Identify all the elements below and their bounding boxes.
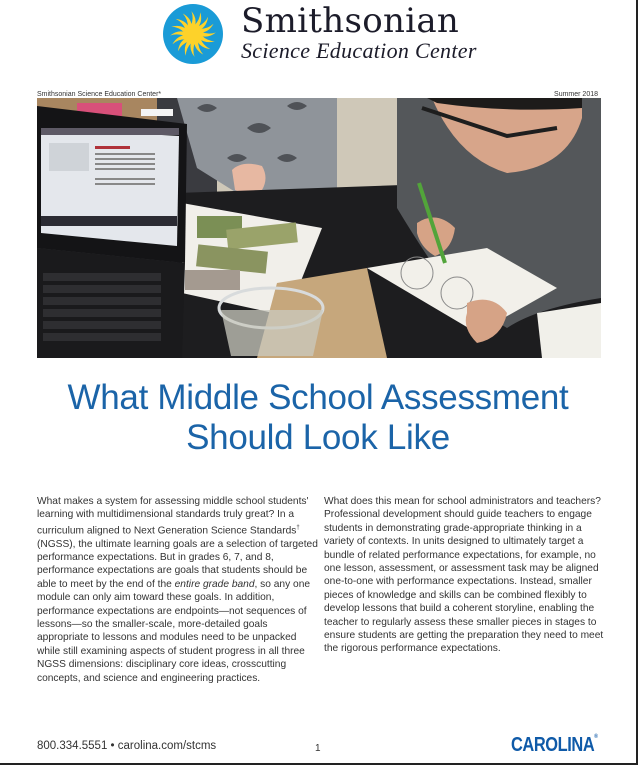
emphasis-text: entire grade band <box>174 578 255 590</box>
paragraph-text: What makes a system for assessing middle school students' learning with multidimensional standards truly great? In a curriculum aligned to Next Generation Science Standards <box>37 496 309 537</box>
paragraph-text: , so any one module can only aim toward these goals. In addition, performance expectations are endpoints—not sequences of lessons—so the smaller-scale, more-detailed goals appropriate to lessons and modules need to be unpacked while still examining aspects of student progress in all three NGSS dimensions: disciplinary core ideas, crosscutting concepts, and science and engineering practices. <box>37 578 311 684</box>
running-head-right: Summer 2018 <box>554 91 598 98</box>
registered-mark: ® <box>594 734 598 740</box>
brand-name: Smithsonian <box>241 1 460 41</box>
brand-text <box>241 1 477 64</box>
smithsonian-logo <box>163 0 477 68</box>
running-head-left: Smithsonian Science Education Center* <box>37 91 162 98</box>
brand-subtitle: Science Education Center <box>241 38 477 63</box>
headline-line-2: Should Look Like <box>186 418 450 457</box>
paragraph-text: (NGSS), the ultimate learning goals are a selection of targeted performance expectations. But in grades 6, 7, and 8, performance expectations are goals that students should be able to meet by the end of the <box>37 538 318 590</box>
dagger-footnote-mark: † <box>296 524 300 531</box>
carolina-logo <box>511 734 597 757</box>
page-number: 1 <box>315 743 321 754</box>
classroom-photo <box>37 98 601 358</box>
paragraph-right: What does this mean for school administrators and teachers? Professional development should guide teachers to engage students in demonstrating grade-appropriate thinking in a variety of contexts. In units designed to ultimately target a bundle of related performance expectations, for example, no one lesson, assessment, or assessment task may be aligned one-to-one with performance expectations. Instead, smaller pieces of knowledge and skills can be combined flexibly to develop lessons that build a coherent storyline, enabling the teacher to regularly assess these smaller pieces in stages to ensure students are getting the preparation they need to meet the rigorous performance expectations. <box>324 496 604 655</box>
body-column-left <box>37 495 319 685</box>
carolina-wordmark: CAROLINA <box>511 734 595 756</box>
headline-line-1: What Middle School Assessment <box>67 378 569 417</box>
body-column-right <box>324 495 614 656</box>
footer-contact: 800.334.5551 • carolina.com/stcms <box>37 740 217 752</box>
classroom-photo-illustration <box>37 98 601 358</box>
article-headline <box>0 378 636 458</box>
sun-icon <box>163 4 223 64</box>
paragraph-left <box>37 495 319 685</box>
